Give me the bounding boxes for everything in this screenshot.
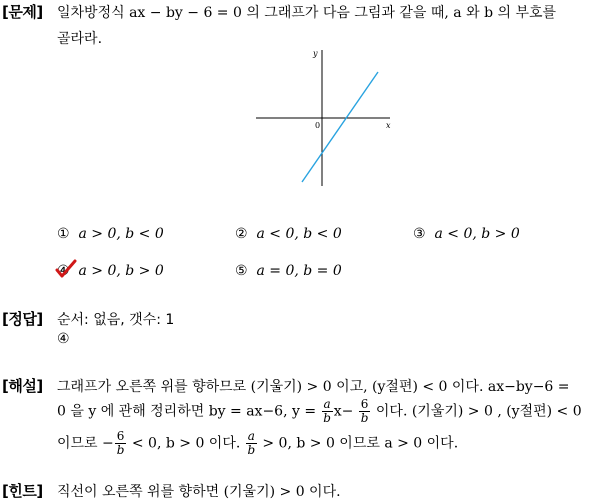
problem-tag: [문제] (2, 3, 43, 21)
frac2-num: 6 (360, 397, 369, 411)
option-1-number: ① (57, 226, 70, 242)
fraction-a-over-b (322, 398, 333, 425)
frac4-num: a (247, 429, 255, 443)
fraction-a-over-b-2 (246, 430, 257, 457)
explanation-line-2-b: x− (333, 403, 354, 420)
fraction-6-over-b (359, 398, 371, 425)
graph-line (302, 72, 378, 182)
option-3[interactable] (413, 226, 520, 242)
answer-line-1: 순서: 없음, 갯수: 1 (57, 312, 175, 328)
frac1-den: b (323, 411, 331, 425)
explanation-line-2-c: 이다. (기울기) > 0 , (y절편) < 0 (375, 403, 582, 420)
option-3-text: a < 0, b > 0 (434, 226, 520, 242)
explanation-line-2-a: 0 을 y 에 관해 정리하면 by = ax−6, y = (57, 403, 317, 420)
frac1-num: a (323, 397, 331, 411)
option-2[interactable] (235, 226, 342, 242)
option-4[interactable] (57, 263, 164, 279)
explanation-line-3 (57, 430, 458, 457)
frac3-num: 6 (116, 429, 125, 443)
option-1-text: a > 0, b < 0 (78, 226, 164, 242)
frac2-den: b (360, 411, 369, 425)
origin-label: 0 (315, 121, 321, 130)
explanation-line-2 (57, 398, 582, 425)
option-2-number: ② (235, 226, 248, 242)
option-1[interactable] (57, 226, 164, 242)
answer-tag: [정답] (2, 310, 43, 328)
explanation-line-3-c: > 0, b > 0 이므로 a > 0 이다. (262, 435, 459, 452)
option-4-number: ④ (57, 263, 70, 279)
option-5-number: ⑤ (235, 263, 248, 279)
hint-line: 직선이 오른쪽 위를 향하면 (기울기) > 0 이다. (57, 484, 341, 500)
problem-line-2: 골라라. (57, 31, 103, 47)
y-axis-label: y (313, 49, 318, 58)
option-5[interactable] (235, 263, 342, 279)
fraction-6-over-b-2 (115, 430, 127, 457)
answer-choice: ④ (57, 331, 70, 347)
linear-graph (250, 44, 400, 194)
option-4-text: a > 0, b > 0 (78, 263, 164, 279)
explanation-line-3-a: 이므로 − (57, 435, 114, 452)
checkmark-icon (55, 259, 77, 279)
option-2-text: a < 0, b < 0 (256, 226, 342, 242)
frac3-den: b (116, 443, 125, 457)
option-3-number: ③ (413, 226, 426, 242)
x-axis-label: x (386, 121, 391, 130)
explanation-tag: [해설] (2, 377, 43, 395)
frac4-den: b (247, 443, 256, 457)
option-5-text: a = 0, b = 0 (256, 263, 342, 279)
explanation-line-3-b: < 0, b > 0 이다. (131, 435, 241, 452)
explanation-line-1: 그래프가 오른쪽 위를 향하므로 (기울기) > 0 이고, (y절편) < 0 이다. ax−by−6 = (57, 379, 570, 395)
hint-tag: [힌트] (2, 482, 43, 500)
problem-line-1: 일차방정식 ax − by − 6 = 0 의 그래프가 다음 그림과 같을 때, a 와 b 의 부호를 (57, 5, 557, 21)
